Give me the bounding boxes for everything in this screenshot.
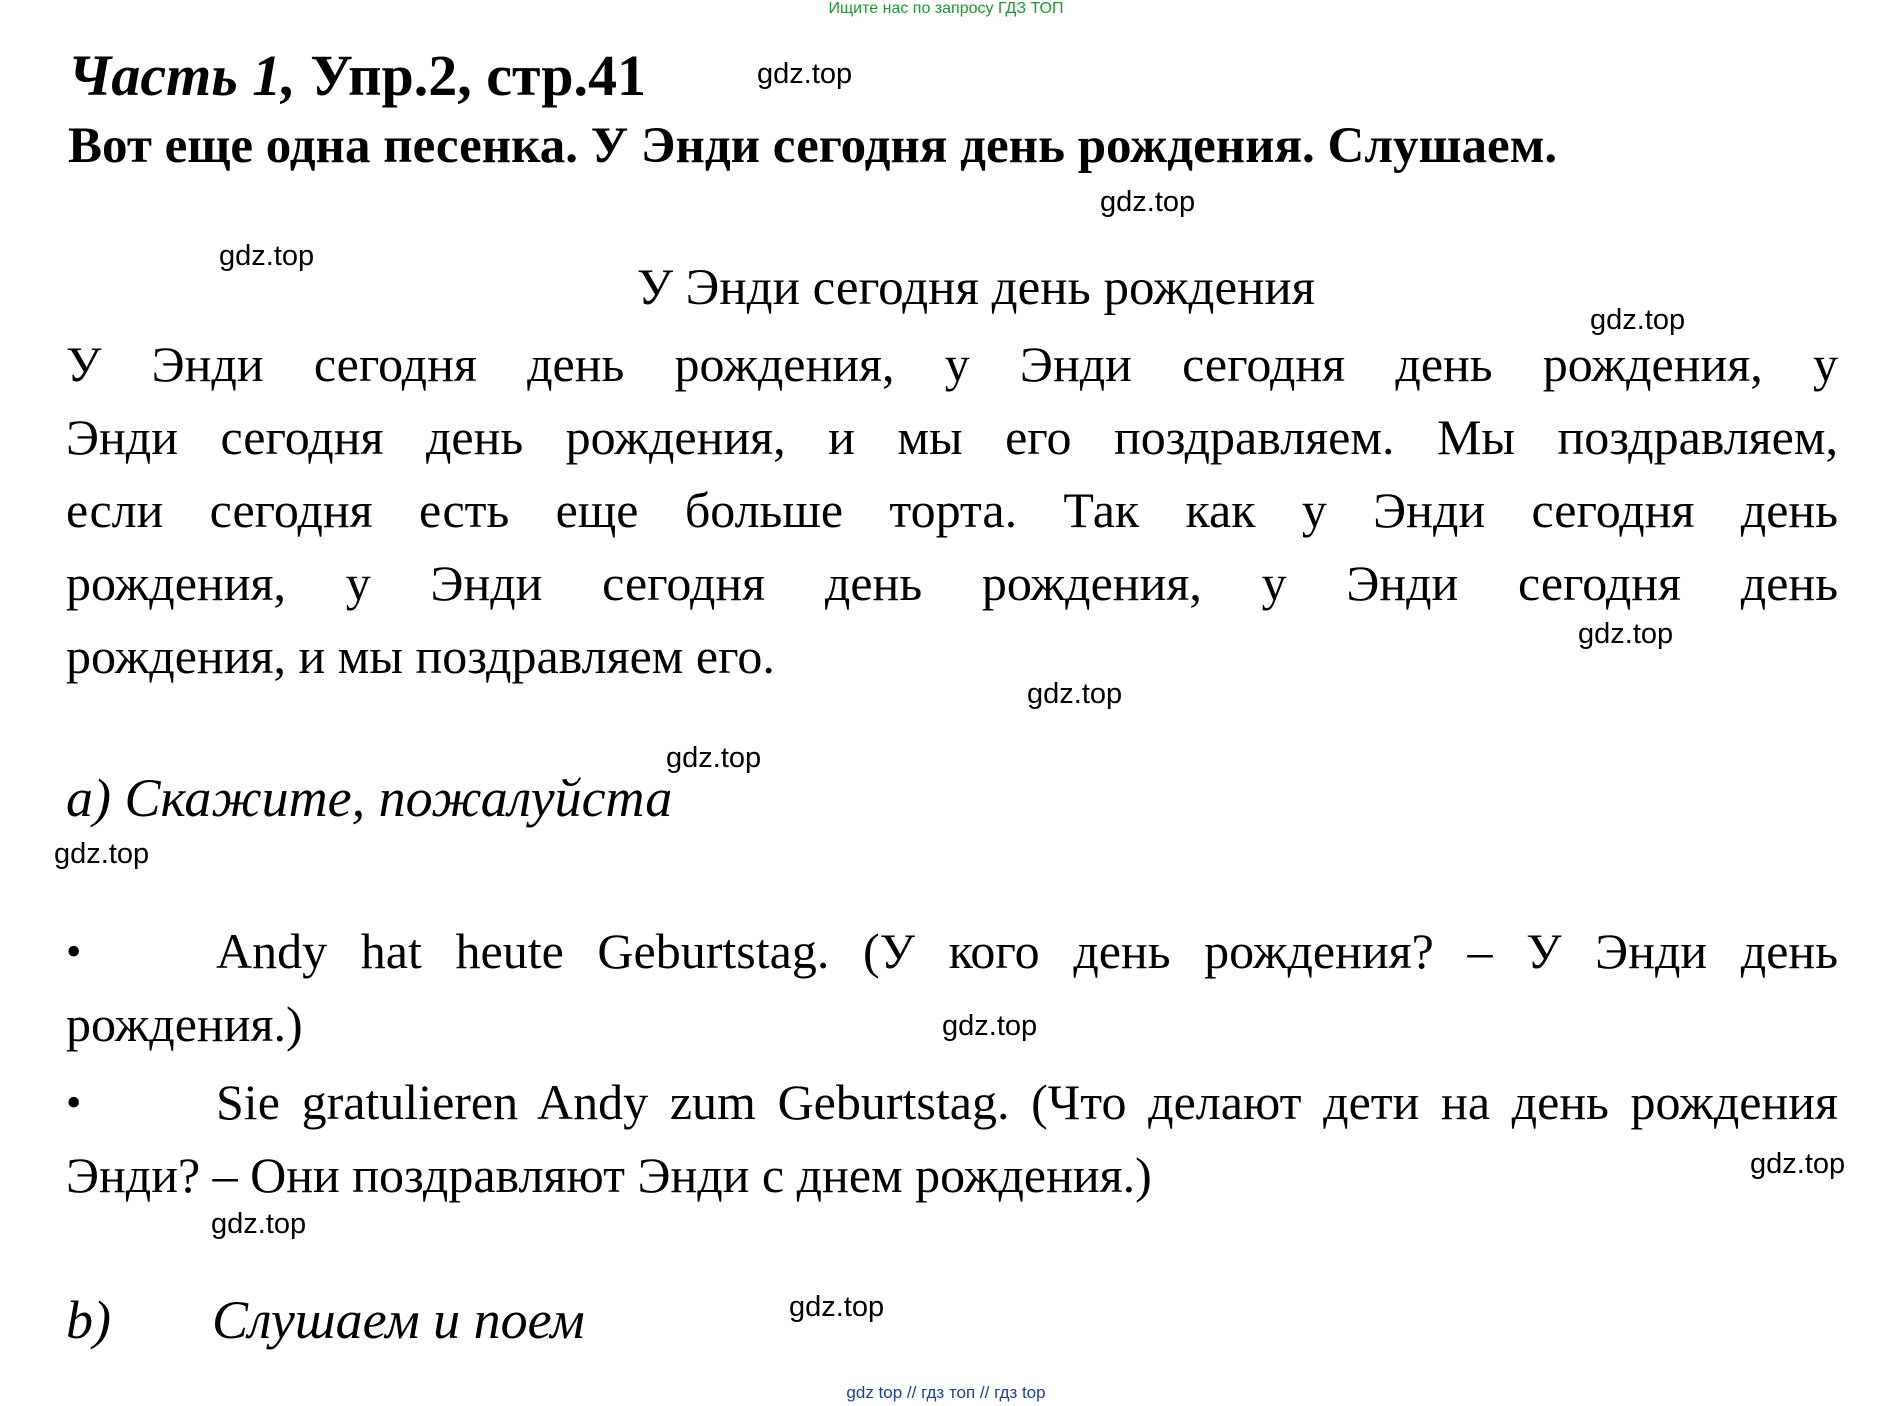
watermark: gdz.top: [211, 1208, 307, 1240]
song-line-3: если сегодня есть еще больше торта. Так как у Энди сегодня день: [66, 482, 1838, 538]
watermark: gdz.top: [757, 58, 853, 90]
song-line-1: У Энди сегодня день рождения, у Энди сегодня день рождения, у: [66, 336, 1838, 392]
bullet-marker: •: [66, 1078, 82, 1127]
top-banner: Ищите нас по запросу ГДЗ ТОП: [828, 0, 1064, 17]
bullet-text-2: Sie gratulieren Andy zum Geburtstag. (Что делают дети на день рождения Энди? – Они поздравляют Энди с днем рождения.): [66, 1074, 1838, 1203]
song-line-4: рождения, у Энди сегодня день рождения, у Энди сегодня день: [66, 555, 1838, 611]
exercise-part: Часть 1,: [68, 43, 296, 108]
bullet-item-2: [66, 1066, 1838, 1212]
footer-links: gdz top // гдз топ // гдз top: [846, 1383, 1046, 1402]
exercise-ref: Упр.2, стр.41: [295, 43, 646, 108]
bullet-text-1: Andy hat heute Geburtstag. (У кого день рождения? – У Энди день рождения.): [66, 923, 1838, 1052]
section-a-heading: а) Скажите, пожалуйста: [66, 768, 673, 828]
section-b-label: b): [66, 1290, 111, 1350]
watermark: gdz.top: [1590, 304, 1686, 336]
watermark: gdz.top: [54, 838, 150, 870]
exercise-instruction: Вот еще одна песенка. У Энди сегодня день рождения. Слушаем.: [68, 118, 1558, 174]
song-line-2: Энди сегодня день рождения, и мы его поздравляем. Мы поздравляем,: [66, 409, 1838, 465]
song-line-5: рождения, и мы поздравляем его.: [66, 628, 775, 684]
watermark: gdz.top: [219, 240, 315, 272]
watermark: gdz.top: [1578, 618, 1674, 650]
watermark: gdz.top: [789, 1291, 885, 1323]
watermark: gdz.top: [942, 1010, 1038, 1042]
bullet-marker: •: [66, 927, 82, 976]
watermark: gdz.top: [1100, 186, 1196, 218]
song-title: У Энди сегодня день рождения: [636, 260, 1316, 316]
watermark: gdz.top: [666, 742, 762, 774]
section-b-heading: Слушаем и поем: [212, 1290, 585, 1350]
watermark: gdz.top: [1750, 1148, 1846, 1180]
watermark: gdz.top: [1027, 678, 1123, 710]
exercise-title: [68, 44, 646, 108]
